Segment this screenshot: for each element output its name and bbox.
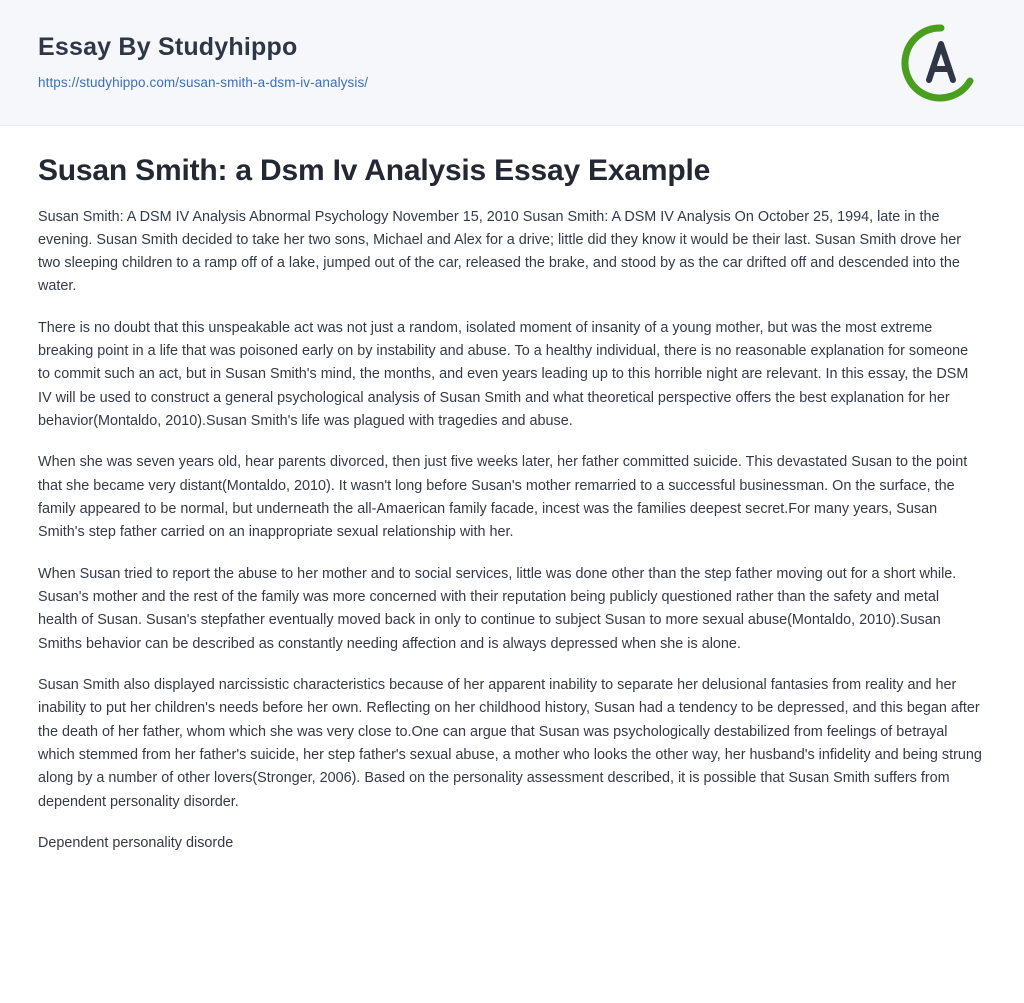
- page-url[interactable]: https://studyhippo.com/susan-smith-a-dsm-iv-analysis/: [38, 75, 369, 90]
- article-paragraph-truncated: Dependent personality disorde: [38, 835, 234, 852]
- article-paragraph: When Susan tried to report the abuse to her mother and to social services, little was done other than the step father moving out for a short while. Susan's mother and the rest of the family was more concerned with their reputation being publicly questioned rather than the safety and metal health of Susan. Susan's stepfather eventually moved back in only to continue to subject Susan to more sexual abuse(Montaldo, 2010).Susan Smiths behavior can be described as constantly needing affection and is always depressed when she is alone.: [38, 565, 957, 652]
- article-paragraph: There is no doubt that this unspeakable act was not just a random, isolated moment of insanity of a young mother, but was the most extreme breaking point in a life that was poisoned early on by instability and abuse. To a healthy individual, there is no reasonable explanation for someone to commit such an act, but in Susan Smith's mind, the months, and even years leading up to this horrible night are relevant. In this essay, the DSM IV will be used to construct a general psychological analysis of Susan Smith and what theoretical perspective offers the best explanation for her behavior(Montaldo, 2010).Susan Smith's life was plagued with tragedies and abuse.: [38, 319, 969, 430]
- site-header: [0, 0, 1024, 126]
- studyhippo-a-circle-logo-icon: [900, 22, 982, 104]
- site-brand: Essay By Studyhippo: [38, 33, 298, 61]
- article-paragraph: When she was seven years old, hear parents divorced, then just five weeks later, her father committed suicide. This devastated Susan to the point that she became very distant(Montaldo, 2010). It wasn't long before Susan's mother remarried to a successful businessman. On the surface, the family appeared to be normal, but underneath the all-Amaerican family facade, incest was the families deepest secret.For many years, Susan Smith's step father carried on an inappropriate sexual relationship with her.: [38, 454, 968, 541]
- article-paragraph: Susan Smith: A DSM IV Analysis Abnormal Psychology November 15, 2010 Susan Smith: A DSM IV Analysis On October 25, 1994, late in the evening. Susan Smith decided to take her two sons, Michael and Alex for a drive; little did they know it would be their last. Susan Smith drove her two sleeping children to a ramp off of a lake, jumped out of the car, released the brake, and stood by as the car drifted off and descended into the water.: [38, 208, 962, 295]
- article-body: [0, 126, 1024, 855]
- page-title: Susan Smith: a Dsm Iv Analysis Essay Example: [38, 154, 711, 187]
- article-paragraph: Susan Smith also displayed narcissistic characteristics because of her apparent inability to separate her delusional fantasies from reality and her inability to put her children's needs before her own. Reflecting on her childhood history, Susan had a tendency to be depressed, and this began after the death of her father, whom which she was very close to.One can argue that Susan was psychologically destabilized from feelings of betrayal which stemmed from her father's suicide, her step father's sexual abuse, a mother who looks the other way, her husband's infidelity and being strung along by a number of other lovers(Stronger, 2006). Based on the personality assessment described, it is possible that Susan Smith suffers from dependent personality disorder.: [38, 677, 982, 810]
